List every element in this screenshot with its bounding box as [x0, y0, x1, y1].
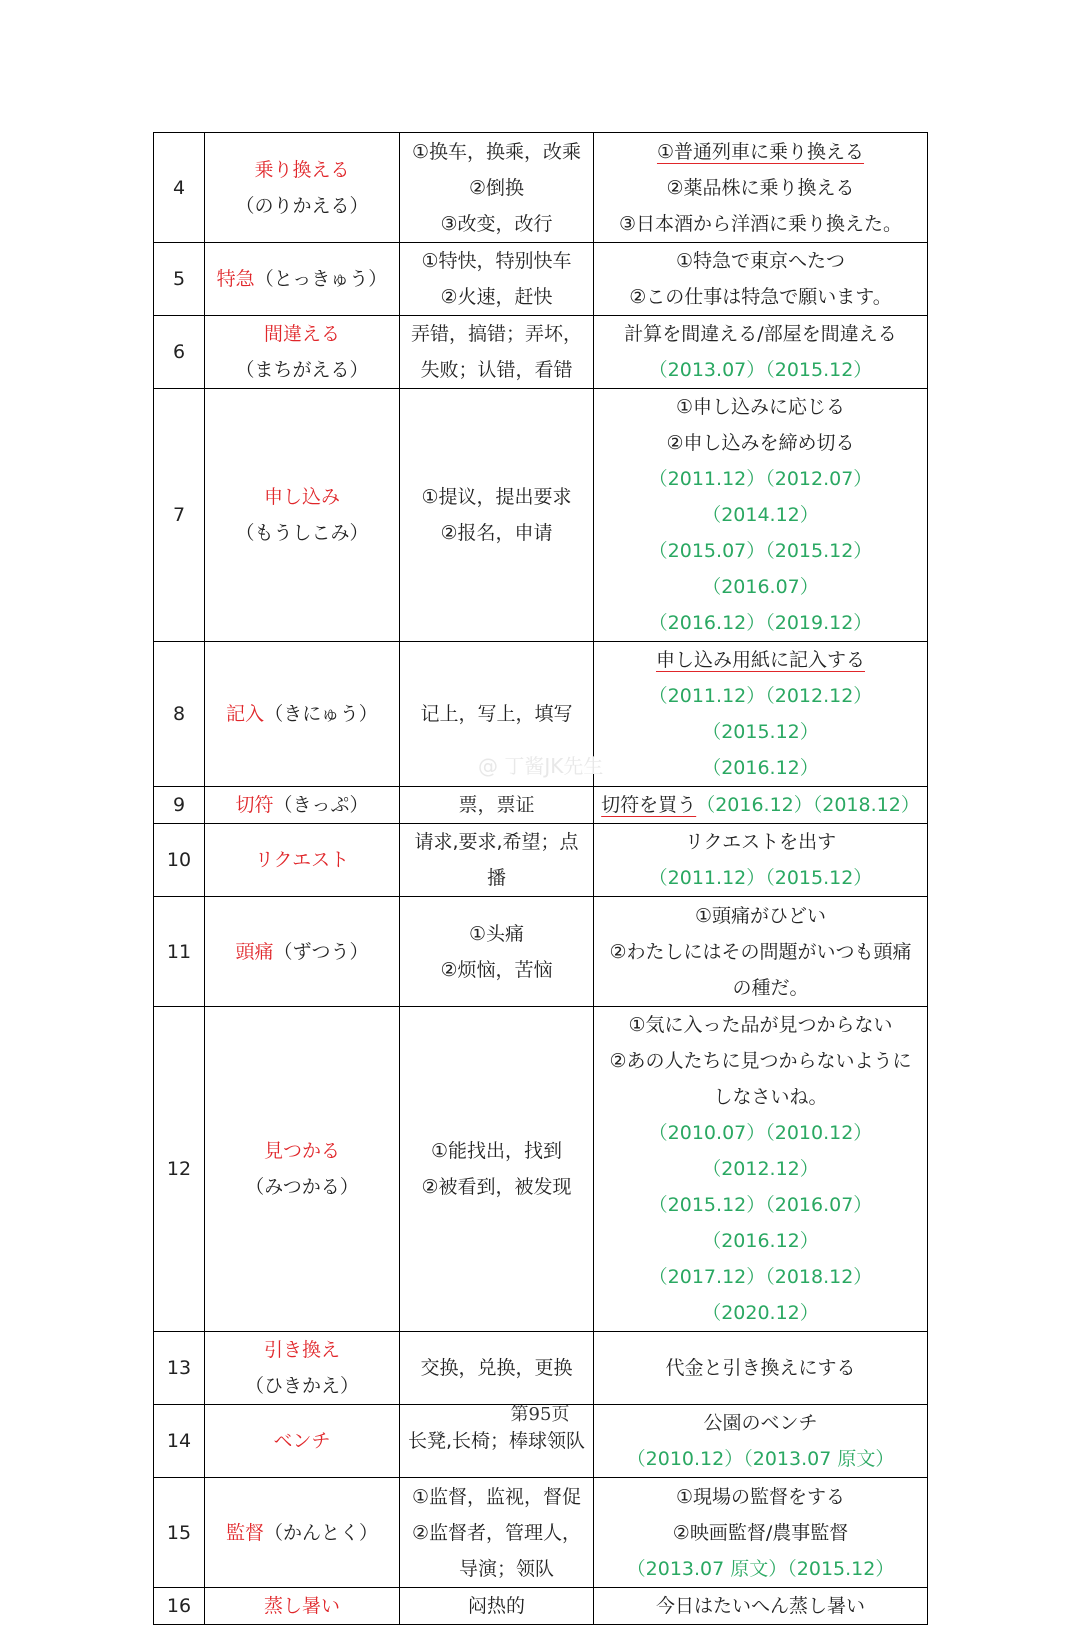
- exam-years: （2011.12）（2015.12）: [648, 867, 873, 889]
- meaning-line: 闷热的: [467, 1595, 525, 1617]
- meaning-line: ①换车，换乘，改乘: [411, 140, 582, 163]
- example-cell: [594, 243, 928, 316]
- exam-years: （2010.12）（2013.07 原文）: [626, 1448, 895, 1470]
- exam-years: （2015.07）（2015.12）（2016.07）: [648, 540, 873, 598]
- meaning-line: ②烦恼，苦恼: [440, 958, 553, 981]
- example-line: ①頭痛がひどい: [694, 904, 827, 927]
- row-number: 12: [154, 1007, 205, 1332]
- table-row: [154, 1588, 928, 1625]
- word-kanji: 申し込み: [263, 486, 340, 508]
- word-kanji: 乗り換える: [254, 158, 350, 181]
- word-cell: [205, 1588, 400, 1625]
- word-kanji: 監督: [225, 1521, 264, 1544]
- example-line: 代金と引き換えにする: [665, 1357, 856, 1379]
- meaning-line: ②倒换: [468, 176, 525, 199]
- exam-years: （2016.12）: [702, 757, 819, 779]
- meaning-cell: [400, 389, 594, 642]
- word-kanji: 間違える: [263, 323, 340, 345]
- word-cell: [205, 133, 400, 243]
- word-kanji: 引き換え: [263, 1339, 340, 1361]
- word-cell: [205, 824, 400, 897]
- meaning-cell: [400, 1478, 594, 1588]
- example-cell: [594, 1007, 928, 1332]
- example-line: 計算を間違える/部屋を間違える: [624, 323, 897, 345]
- word-kanji: 頭痛: [235, 940, 274, 963]
- example-line: ③日本酒から洋酒に乗り換えた。: [618, 212, 903, 235]
- example-line: ①普通列車に乗り換える: [656, 140, 865, 163]
- meaning-line: ②监督者，管理人，: [411, 1521, 582, 1544]
- example-cell: [594, 133, 928, 243]
- exam-years: （2013.07 原文）（2015.12）: [626, 1557, 895, 1580]
- example-line: ①申し込みに応じる: [675, 396, 846, 418]
- table-row: [154, 389, 928, 642]
- page-number: 第95页: [510, 1404, 570, 1425]
- word-reading: （きっぷ）: [273, 794, 369, 816]
- meaning-line: ②被看到，被发现: [421, 1176, 572, 1198]
- exam-years: （2017.12）（2018.12）（2020.12）: [648, 1266, 873, 1324]
- row-number: 7: [154, 389, 205, 642]
- example-line: ①気に入った品が見つからない: [628, 1014, 893, 1036]
- word-reading: （ひきかえ）: [244, 1375, 359, 1397]
- word-cell: [205, 1478, 400, 1588]
- meaning-line: ②报名，申请: [440, 522, 553, 544]
- meaning-cell: [400, 1007, 594, 1332]
- example-cell: [594, 642, 928, 787]
- example-line: ②申し込みを締め切る: [666, 432, 855, 454]
- exam-years: （2010.07）（2010.12）（2012.12）: [648, 1122, 873, 1180]
- row-number: 5: [154, 243, 205, 316]
- row-number: 16: [154, 1588, 205, 1625]
- example-line: 公園のベンチ: [703, 1412, 818, 1434]
- example-cell: [594, 316, 928, 389]
- word-reading: （のりかえる）: [235, 194, 369, 217]
- row-number: 4: [154, 133, 205, 243]
- example-cell: [594, 1478, 928, 1588]
- example-line: ①特急で東京へたつ: [675, 250, 846, 272]
- table-row: [154, 1478, 928, 1588]
- meaning-cell: [400, 1332, 594, 1405]
- meaning-cell: [400, 1588, 594, 1625]
- example-line: の種だ。: [732, 976, 809, 999]
- example-line: ②この仕事は特急で願います。: [629, 286, 892, 308]
- word-reading: （ずつう）: [273, 940, 369, 963]
- word-kanji: 蒸し暑い: [263, 1595, 340, 1617]
- example-cell: [594, 1332, 928, 1405]
- exam-years: （2013.07）（2015.12）: [648, 359, 873, 381]
- row-number: 8: [154, 642, 205, 787]
- meaning-line: 票，票证: [458, 794, 535, 816]
- table-row: [154, 787, 928, 824]
- meaning-line: ①头痛: [468, 922, 525, 945]
- meaning-line: 弄错，搞错；弄坏，: [410, 323, 582, 345]
- word-cell: [205, 316, 400, 389]
- meaning-cell: [400, 897, 594, 1007]
- meaning-cell: [400, 243, 594, 316]
- exam-years: （2016.12）（2019.12）: [648, 612, 873, 634]
- word-cell: [205, 243, 400, 316]
- table-row: [154, 1332, 928, 1405]
- word-reading: （みつかる）: [245, 1176, 359, 1198]
- row-number: 11: [154, 897, 205, 1007]
- table-row: [154, 133, 928, 243]
- table-row: [154, 824, 928, 897]
- meaning-line: 失败；认错，看错: [420, 359, 573, 381]
- word-reading: （もうしこみ）: [235, 522, 369, 544]
- word-kanji: 特急: [216, 268, 255, 290]
- exam-years: （2011.12）（2012.07）（2014.12）: [648, 468, 873, 526]
- table-row: [154, 316, 928, 389]
- table-row: [154, 243, 928, 316]
- example-line: 今日はたいへん蒸し暑い: [655, 1595, 865, 1617]
- example-cell: [594, 389, 928, 642]
- word-reading: （とっきゅう）: [254, 268, 388, 290]
- meaning-line: ①能找出，找到: [430, 1140, 563, 1162]
- example-cell: [594, 897, 928, 1007]
- table-row: [154, 1007, 928, 1332]
- meaning-line: ①提议，提出要求: [421, 486, 572, 508]
- word-cell: [205, 642, 400, 787]
- word-kanji: 記入: [226, 703, 265, 725]
- row-number: 9: [154, 787, 205, 824]
- word-reading: （かんとく）: [264, 1521, 379, 1544]
- meaning-cell: [400, 133, 594, 243]
- word-cell: [205, 389, 400, 642]
- example-line: 切符を買う: [601, 794, 697, 816]
- row-number: 10: [154, 824, 205, 897]
- exam-years: （2016.12）（2018.12）: [696, 794, 920, 816]
- word-kanji: 切符: [235, 794, 274, 816]
- word-cell: [205, 787, 400, 824]
- meaning-line: ①特快，特别快车: [421, 250, 572, 272]
- watermark: @ 丁酱JK先生: [478, 754, 604, 778]
- exam-years: （2011.12）（2012.12）（2015.12）: [648, 685, 873, 743]
- word-reading: （まちがえる）: [235, 359, 369, 381]
- example-line: ②あの人たちに見つからないように: [609, 1050, 912, 1072]
- example-line: ①現場の監督をする: [675, 1485, 846, 1508]
- meaning-line: ②火速，赶快: [440, 286, 553, 308]
- example-cell: [594, 824, 928, 897]
- example-cell: [594, 787, 928, 824]
- example-line: ②映画監督/農事監督: [672, 1521, 849, 1544]
- meaning-cell: [400, 316, 594, 389]
- example-line: ②薬品株に乗り換える: [666, 176, 855, 199]
- word-kanji: リクエスト: [254, 849, 350, 871]
- exam-years: （2015.12）（2016.07）（2016.12）: [648, 1194, 873, 1252]
- meaning-line: 请求,要求,希望；点播: [414, 831, 579, 889]
- meaning-line: 长凳,长椅；棒球领队: [407, 1430, 586, 1452]
- example-line: しなさいね。: [713, 1086, 828, 1108]
- meaning-line: ①监督，监视，督促: [411, 1485, 582, 1508]
- example-line: ②わたしにはその問題がいつも頭痛: [609, 940, 912, 963]
- row-number: 13: [154, 1332, 205, 1405]
- meaning-line: 记上，写上，填写: [420, 703, 573, 725]
- meaning-line: ③改变，改行: [440, 212, 553, 235]
- word-cell: [205, 897, 400, 1007]
- table-row: [154, 897, 928, 1007]
- row-number: 14: [154, 1405, 205, 1478]
- meaning-cell: [400, 824, 594, 897]
- word-kanji: ベンチ: [273, 1430, 331, 1452]
- word-cell: [205, 1007, 400, 1332]
- word-kanji: 見つかる: [263, 1140, 340, 1162]
- word-cell: [205, 1332, 400, 1405]
- row-number: 6: [154, 316, 205, 389]
- meaning-cell: [400, 787, 594, 824]
- example-line: 申し込み用紙に記入する: [655, 649, 865, 671]
- meaning-line: 交换，兑换，更换: [420, 1357, 573, 1379]
- meaning-line: 导演；领队: [458, 1557, 554, 1580]
- example-cell: [594, 1588, 928, 1625]
- row-number: 15: [154, 1478, 205, 1588]
- example-line: リクエストを出す: [684, 831, 837, 853]
- word-reading: （きにゅう）: [264, 703, 378, 725]
